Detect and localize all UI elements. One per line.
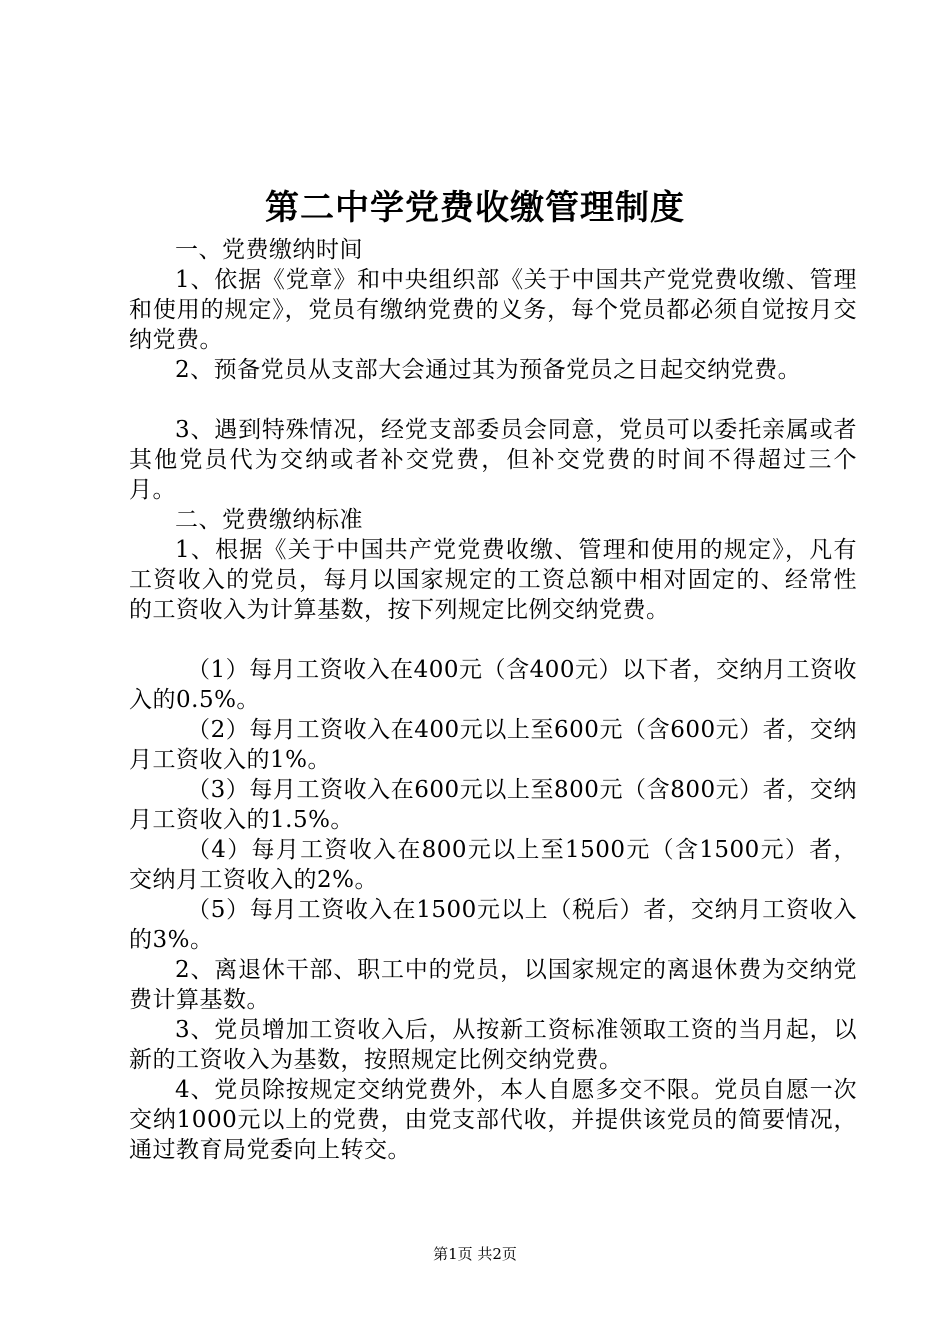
paragraph-probationary-member: 2、预备党员从支部大会通过其为预备党员之日起交纳党费。: [175, 357, 802, 383]
paragraph-spacer: [129, 625, 857, 655]
paragraph-special-circumstances: 3、遇到特殊情况，经党支部委员会同意，党员可以委托亲属或者其他党员代为交纳或者补交党费，但补交党费的时间不得超过三个月。: [129, 417, 857, 503]
paragraph-voluntary-extra: 4、党员除按规定交纳党费外，本人自愿多交不限。党员自愿一次交纳1000元以上的党费，由党支部代收，并提供该党员的简要情况，通过教育局党委向上转交。: [129, 1077, 857, 1163]
document-body: [129, 235, 857, 1165]
paragraph-spacer: [129, 385, 857, 415]
rate-item-4: （4）每月工资收入在800元以上至1500元（含1500元）者，交纳月工资收入的2%。: [129, 837, 857, 893]
rate-item-1: （1）每月工资收入在400元（含400元）以下者，交纳月工资收入的0.5%。: [129, 657, 857, 713]
paragraph-obligation: 1、依据《党章》和中央组织部《关于中国共产党党费收缴、管理和使用的规定》，党员有缴纳党费的义务，每个党员都必须自觉按月交纳党费。: [129, 267, 857, 353]
page-footer: 第1页 共2页: [433, 1245, 517, 1263]
rate-item-2: （2）每月工资收入在400元以上至600元（含600元）者，交纳月工资收入的1%。: [129, 717, 857, 773]
section-heading-payment-standard: 二、党费缴纳标准: [175, 507, 363, 533]
rate-item-5: （5）每月工资收入在1500元以上（税后）者，交纳月工资收入的3%。: [129, 897, 857, 953]
paragraph-retirees: 2、离退休干部、职工中的党员，以国家规定的离退休费为交纳党费计算基数。: [129, 957, 857, 1013]
document-title: 第二中学党费收缴管理制度: [265, 188, 685, 228]
section-heading-payment-time: 一、党费缴纳时间: [175, 237, 363, 263]
paragraph-calculation-base: 1、根据《关于中国共产党党费收缴、管理和使用的规定》，凡有工资收入的党员，每月以国家规定的工资总额中相对固定的、经常性的工资收入为计算基数，按下列规定比例交纳党费。: [129, 537, 857, 623]
paragraph-salary-increase: 3、党员增加工资收入后，从按新工资标准领取工资的当月起，以新的工资收入为基数，按照规定比例交纳党费。: [129, 1017, 857, 1073]
rate-item-3: （3）每月工资收入在600元以上至800元（含800元）者，交纳月工资收入的1.5%。: [129, 777, 857, 833]
